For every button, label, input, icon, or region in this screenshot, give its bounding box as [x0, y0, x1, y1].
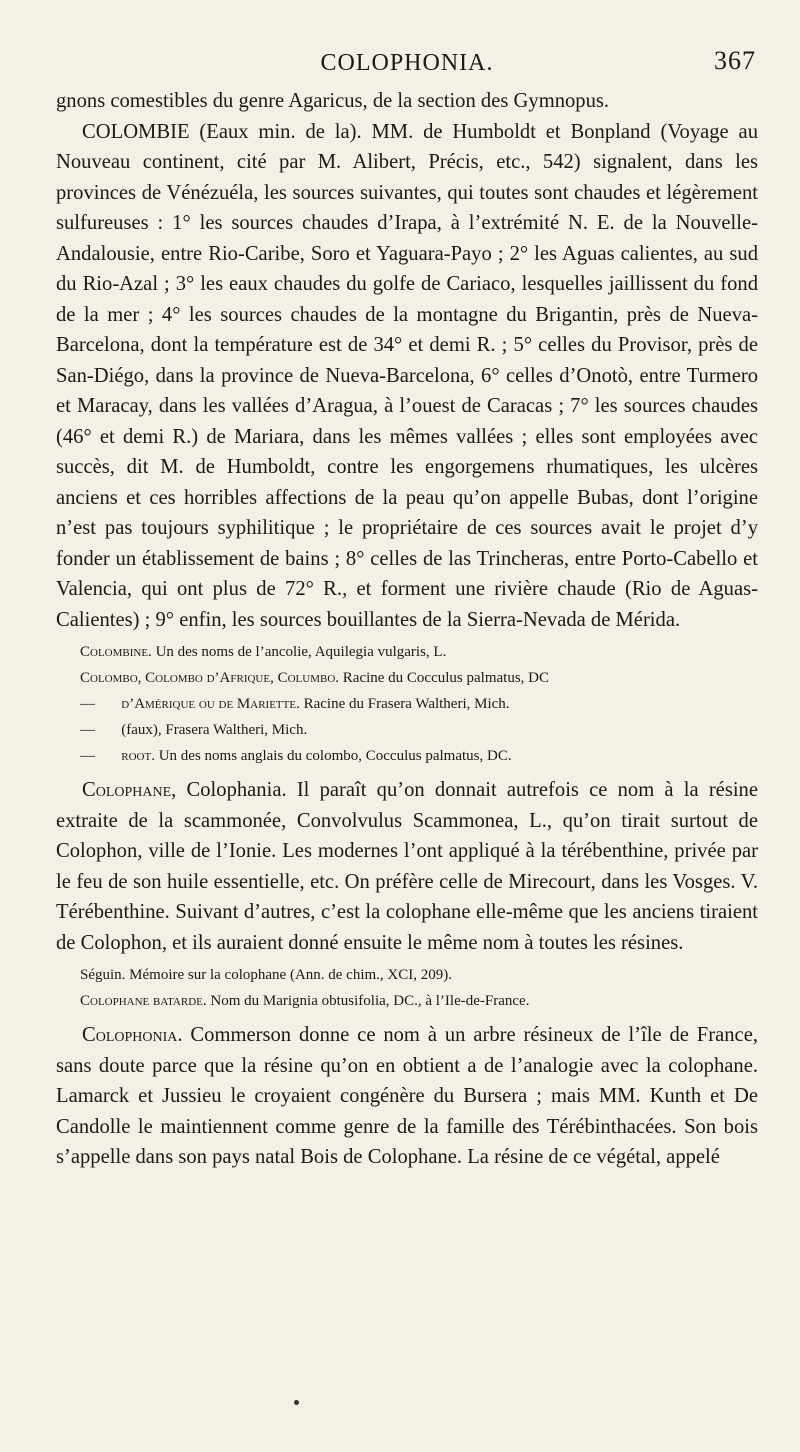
entry-colombo-root: [56, 743, 758, 769]
small-entries-2: [56, 962, 758, 1014]
main-text: [56, 86, 758, 635]
entry-head-colombine: Colombine.: [80, 644, 152, 660]
entry-text-colombine: Un des noms de l’ancolie, Aquilegia vulgaris, L.: [151, 644, 447, 660]
entry-head-colophane: Colophane,: [82, 779, 177, 801]
entry-text-colombie: (Eaux min. de la). MM. de Humboldt et Bonpland (Voyage au Nouveau continent, cité par M. Alibert, Précis, etc., 542) signalent, dans les provinces de Vénézuéla, les sources suivantes, qui toutes sont chaudes et légèrement sulfureuses : 1° les sources chaudes d’Irapa, à l’extrémité N. E. de la Nouvelle-Andalousie, entre Rio-Caribe, Soro et Yaguara-Payo ; 2° les Aguas calientes, au sud du Rio-Azal ; 3° les eaux chaudes du golfe de Cariaco, lesquelles jaillissent du fond de la mer ; 4° les sources chaudes de la montagne du Brigantin, près de Nueva-Barcelona, dont la température est de 34° et demi R. ; 5° celles du Provisor, près de San-Diégo, dans la province de Nueva-Barcelona, 6° celles d’Onotò, entre Turmero et Maracay, dans les vallées d’Aragua, à l’ouest de Caracas ; 7° les sources chaudes (46° et demi R.) de Mariara, dans les mêmes vallées ; elles sont employées avec succès, dit M. de Humboldt, contre les engorgemens rhumatiques, les ulcères anciens et ces horribles affections de la peau qu’on appelle Bubas, dont l’origine n’est pas toujours syphilitique ; le propriétaire de ces sources avait le projet d’y fonder un établissement de bains ; 8° celles de las Trincheras, entre Porto-Cabello et Valencia, qui ont plus de 72° R., et forment une rivière chaude (Rio de Aguas-Calientes) ; 9° enfin, les sources bouillantes de la Sierra-Nevada de Mérida.: [56, 120, 758, 631]
entry-colombine: [56, 639, 758, 665]
entry-head-colophonia: Colophonia.: [82, 1024, 183, 1046]
entry-head-colophane-batarde: Colophane batarde.: [80, 993, 207, 1009]
entry-text-colombo-amerique: Racine du Frasera Waltheri, Mich.: [299, 696, 510, 712]
entry-colombo-amerique: [56, 691, 758, 717]
entry-colombo: [56, 665, 758, 691]
entry-text-colophane-batarde: Nom du Marignia obtusifolia, DC., à l’Ile-de-France.: [206, 993, 530, 1009]
paragraph-continuation: gnons comestibles du genre Agaricus, de la section des Gymnopus.: [56, 90, 610, 112]
entry-colombo-faux: [56, 717, 758, 743]
entry-colophane: [56, 775, 758, 958]
entry-text-colombo: Racine du Cocculus palmatus, DC: [339, 670, 549, 686]
running-head: [56, 46, 758, 86]
entry-text-colombo-root: Un des noms anglais du colombo, Cocculus palmatus, DC.: [154, 748, 512, 764]
entry-head-colombie: COLOMBIE: [82, 120, 190, 143]
entry-colombie: [56, 117, 758, 636]
entry-head-colombo: Colombo, Colombo d’Afrique, Columbo.: [80, 670, 340, 686]
dash: —: [80, 696, 95, 712]
entry-text-colombo-faux: (faux), Frasera Waltheri, Mich.: [121, 722, 308, 738]
entry-colophane-batarde: [56, 988, 758, 1014]
dash: —: [80, 722, 95, 738]
entry-text-colophane: Colophania. Il paraît qu’on donnait autrefois ce nom à la résine extraite de la scammonée, Convolvulus Scammonea, L., qu’on tirait surtout de Colophon, ville de l’Ionie. Les modernes l’ont appliqué à la térébenthine, privée par le feu de son huile essentielle, etc. On préfère celle de Mirecourt, dans les Vosges. V. Térébenthine. Suivant d’autres, c’est la colophane elle-même que les anciens tiraient de Colophon, et ils auraient donné ensuite le même nom à toutes les résines.: [56, 779, 758, 954]
running-head-title: COLOPHONIA.: [320, 50, 494, 76]
main-text-2: [56, 775, 758, 958]
entry-colophonia: [56, 1020, 758, 1173]
dash: —: [80, 748, 95, 764]
print-mark: [294, 1400, 299, 1405]
page-number: 367: [714, 46, 756, 75]
small-entries: [56, 639, 758, 769]
reference-seguin: Séguin. Mémoire sur la colophane (Ann. de chim., XCI, 209).: [80, 967, 453, 983]
entry-head-colombo-root: root.: [121, 748, 155, 764]
main-text-3: [56, 1020, 758, 1173]
entry-head-colombo-amerique: d’Amérique ou de Mariette.: [121, 696, 300, 712]
entry-text-colophonia: Commerson donne ce nom à un arbre résineux de l’île de France, sans doute parce que la résine qu’on en obtient a de l’analogie avec la colophane. Lamarck et Jussieu le croyaient congénère du Bursera ; mais MM. Kunth et De Candolle le maintiennent comme genre de la famille des Térébinthacées. Son bois s’appelle dans son pays natal Bois de Colophane. La résine de ce végétal, appelé: [56, 1024, 758, 1168]
